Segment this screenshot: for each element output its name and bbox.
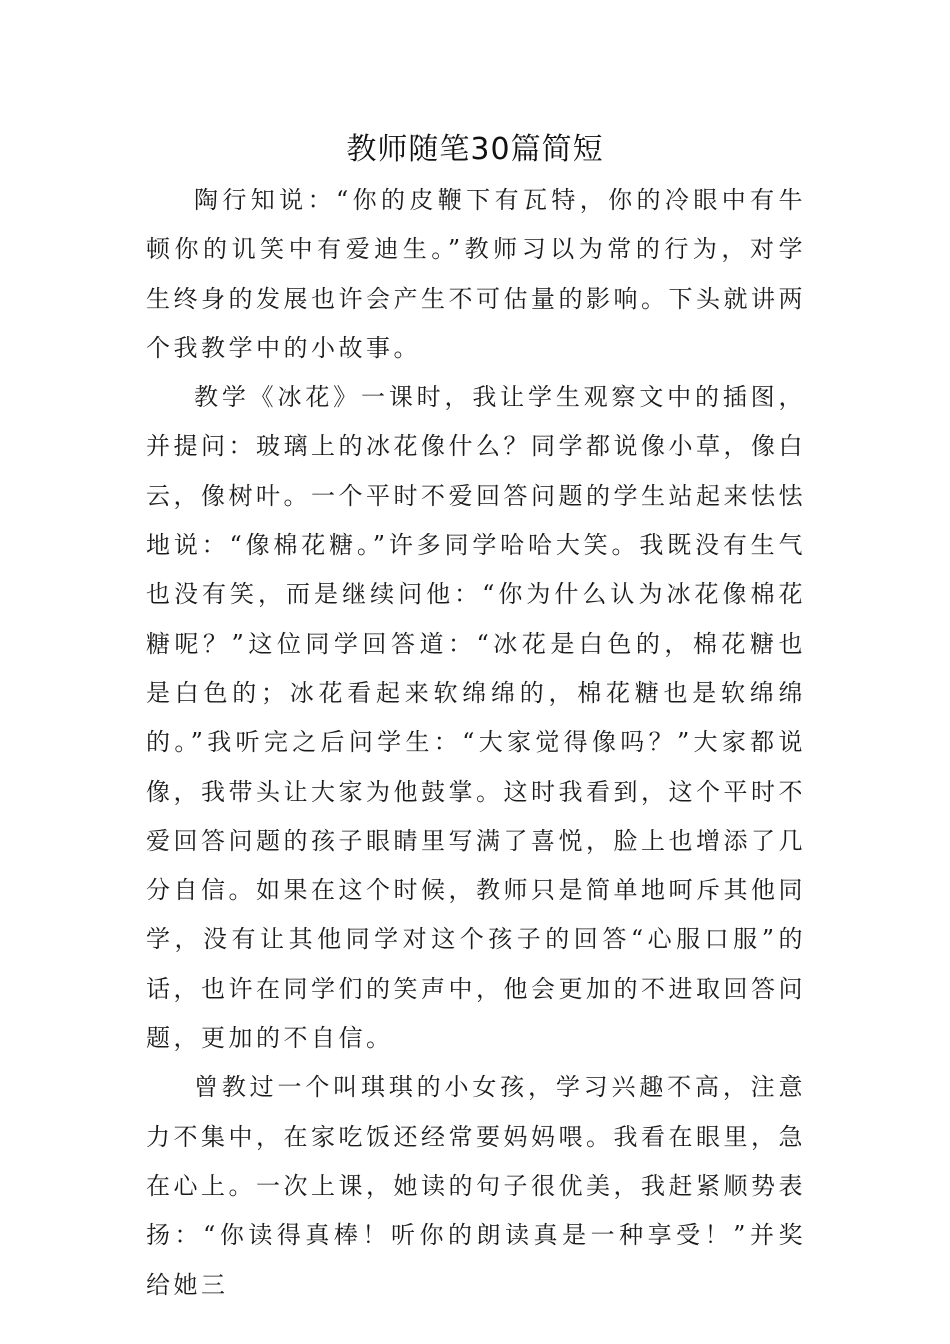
paragraph-qiqi-story: 曾教过一个叫琪琪的小女孩，学习兴趣不高，注意力不集中，在家吃饭还经常要妈妈喂。我看在眼里，急在心上。一次上课，她读的句子很优美，我赶紧顺势表扬：“你读得真棒！听你的朗读真是一种享受！”并奖给她三: [146, 1073, 806, 1299]
document-body: [146, 176, 806, 1310]
paragraph-intro: 陶行知说：“你的皮鞭下有瓦特，你的冷眼中有牛顿你的讥笑中有爱迪生。”教师习以为常的行为，对学生终身的发展也许会产生不可估量的影响。下头就讲两个我教学中的小故事。: [146, 186, 806, 362]
document-title: 教师随笔30篇简短: [346, 132, 604, 167]
paragraph-ice-flower-story: 教学《冰花》一课时，我让学生观察文中的插图，并提问：玻璃上的冰花像什么？同学都说像小草，像白云，像树叶。一个平时不爱回答问题的学生站起来怯怯地说：“像棉花糖。”许多同学哈哈大笑。我既没有生气也没有笑，而是继续问他：“你为什么认为冰花像棉花糖呢？”这位同学回答道：“冰花是白色的，棉花糖也是白色的；冰花看起来软绵绵的，棉花糖也是软绵绵的。”我听完之后问学生：“大家觉得像吗？”大家都说像，我带头让大家为他鼓掌。这时我看到，这个平时不爱回答问题的孩子眼睛里写满了喜悦，脸上也增添了几分自信。如果在这个时候，教师只是简单地呵斥其他同学，没有让其他同学对这个孩子的回答“心服口服”的话，也许在同学们的笑声中，他会更加的不进取回答问题，更加的不自信。: [146, 383, 806, 1053]
